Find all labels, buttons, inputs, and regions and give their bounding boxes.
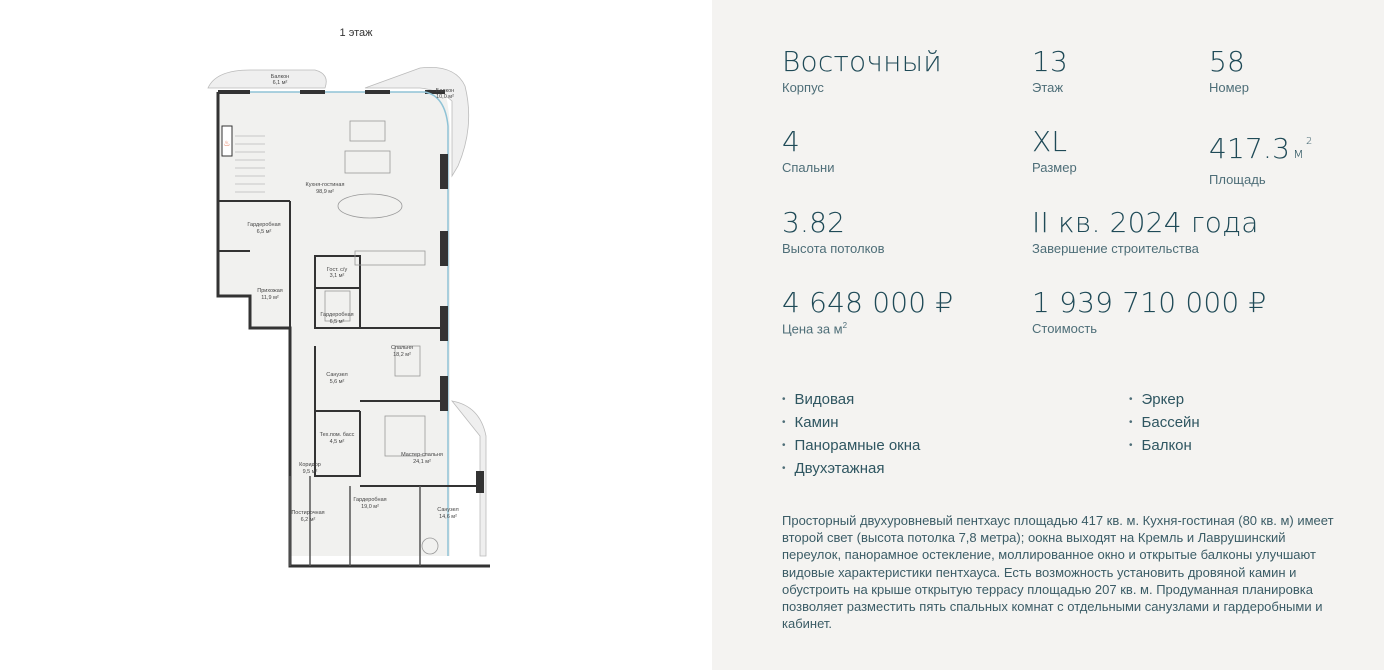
label-sup: 2	[842, 321, 848, 330]
room-area: 10,0 м²	[436, 94, 454, 100]
stat-value: 417.3	[1209, 132, 1291, 165]
room-area: 4,5 м²	[329, 439, 345, 445]
feature-item: • Балкон	[1129, 435, 1200, 458]
stat-ceiling	[782, 207, 885, 256]
stat-value: 4	[782, 125, 801, 158]
room-label: Постирочная	[291, 510, 325, 516]
room-area: 6,5 м²	[256, 229, 272, 235]
stat-value: 3.82	[782, 206, 846, 239]
feature-item: • Бассейн	[1129, 412, 1200, 435]
floor-plan-drawing	[190, 56, 520, 576]
room-area: 18,2 м²	[393, 352, 411, 358]
room-label: Спальня	[390, 345, 414, 351]
stat-value: 4 648 000 ₽	[782, 286, 954, 319]
stat-label: Спальни	[782, 160, 835, 175]
floor-label: 1 этаж	[339, 27, 373, 39]
room-label: Прихожая	[257, 288, 283, 294]
stat-area	[1209, 126, 1313, 187]
room-label: Гардеробная	[247, 222, 281, 228]
stat-value: XL	[1032, 125, 1068, 158]
stat-label: Высота потолков	[782, 241, 885, 256]
room-area: 19,0 м²	[361, 504, 379, 510]
stat-value: 58	[1209, 45, 1246, 78]
room-area: 5,6 м²	[329, 379, 345, 385]
svg-text:♨: ♨	[223, 139, 231, 148]
room-label: Гардеробная	[353, 497, 387, 503]
room-area: 98,9 м²	[316, 189, 334, 195]
room-area: 24,1 м²	[413, 459, 431, 465]
stat-value: Восточный	[782, 45, 942, 78]
stat-label: Стоимость	[1032, 321, 1098, 336]
stat-label: Размер	[1032, 160, 1077, 175]
stat-price-per-m	[782, 287, 953, 336]
room-label: Гардеробная	[320, 312, 354, 318]
stat-bedrooms	[782, 126, 834, 175]
feature-item: • Эркер	[1129, 389, 1200, 412]
room-label: Балкон	[270, 74, 290, 80]
apartment-description: Просторный двухуровневый пентхаус площадью 417 кв. м. Кухня-гостиная (80 кв. м) имеет второй свет (высота потолка 7,8 метра); оокна выходят на Кремль и Лаврушинский переулок, панорамное остекление, моллированное окно и открытые балконы улучшают видовые характеристики пентхауса. Есть возможность установить дровяной камин и обустроить на крыше открытую террасу площадью 207 кв. м. Продуманная планировка позволяет разместить пять спальных комнат с отдельными санузлами и гардеробными и кабинет.	[782, 513, 1334, 632]
room-label: Коридор	[299, 462, 321, 468]
stat-label: Номер	[1209, 80, 1250, 95]
room-label: Санузел	[326, 372, 348, 378]
stat-value: 1 939 710 000 ₽	[1032, 286, 1267, 319]
stat-value: II кв. 2024 года	[1032, 206, 1259, 239]
area-unit-sup: 2	[1305, 136, 1313, 147]
feature-item: • Камин	[782, 412, 920, 435]
feature-item: • Видовая	[782, 389, 920, 412]
stat-label: Этаж	[1032, 80, 1064, 95]
room-area: 6,5 м²	[329, 319, 345, 325]
stat-label: Завершение строительства	[1032, 241, 1199, 256]
room-area: 14,6 м²	[439, 514, 457, 520]
stat-value: 13	[1032, 45, 1069, 78]
stat-completion	[1032, 207, 1259, 256]
stat-total	[1032, 287, 1267, 336]
stat-number	[1209, 46, 1249, 95]
stat-floor	[1032, 46, 1068, 95]
features-list-left	[782, 389, 920, 481]
room-label: Кухня-гостиная	[305, 182, 345, 188]
room-label: Санузел	[437, 507, 459, 513]
stat-label: Корпус	[782, 80, 824, 95]
room-label: Гост. с/у	[326, 267, 348, 273]
stat-label: Площадь	[1209, 172, 1266, 187]
room-area: 6,2 м²	[300, 517, 316, 523]
features-list-right	[1129, 389, 1200, 458]
stat-building	[782, 46, 942, 95]
feature-item: • Двухэтажная	[782, 458, 920, 481]
area-unit: м	[1293, 146, 1304, 162]
feature-item: • Панорамные окна	[782, 435, 920, 458]
room-area: 3,1 м²	[329, 273, 345, 279]
room-label: Балкон	[435, 88, 455, 94]
room-label: Тех.пом. басс	[319, 432, 355, 438]
room-label: Мастер-спальня	[401, 452, 443, 458]
room-area: 11,9 м²	[261, 295, 279, 301]
stat-label: Цена за м	[782, 321, 843, 337]
stat-size	[1032, 126, 1077, 175]
room-area: 6,1 м²	[272, 80, 288, 86]
room-area: 9,5 м²	[302, 469, 318, 475]
